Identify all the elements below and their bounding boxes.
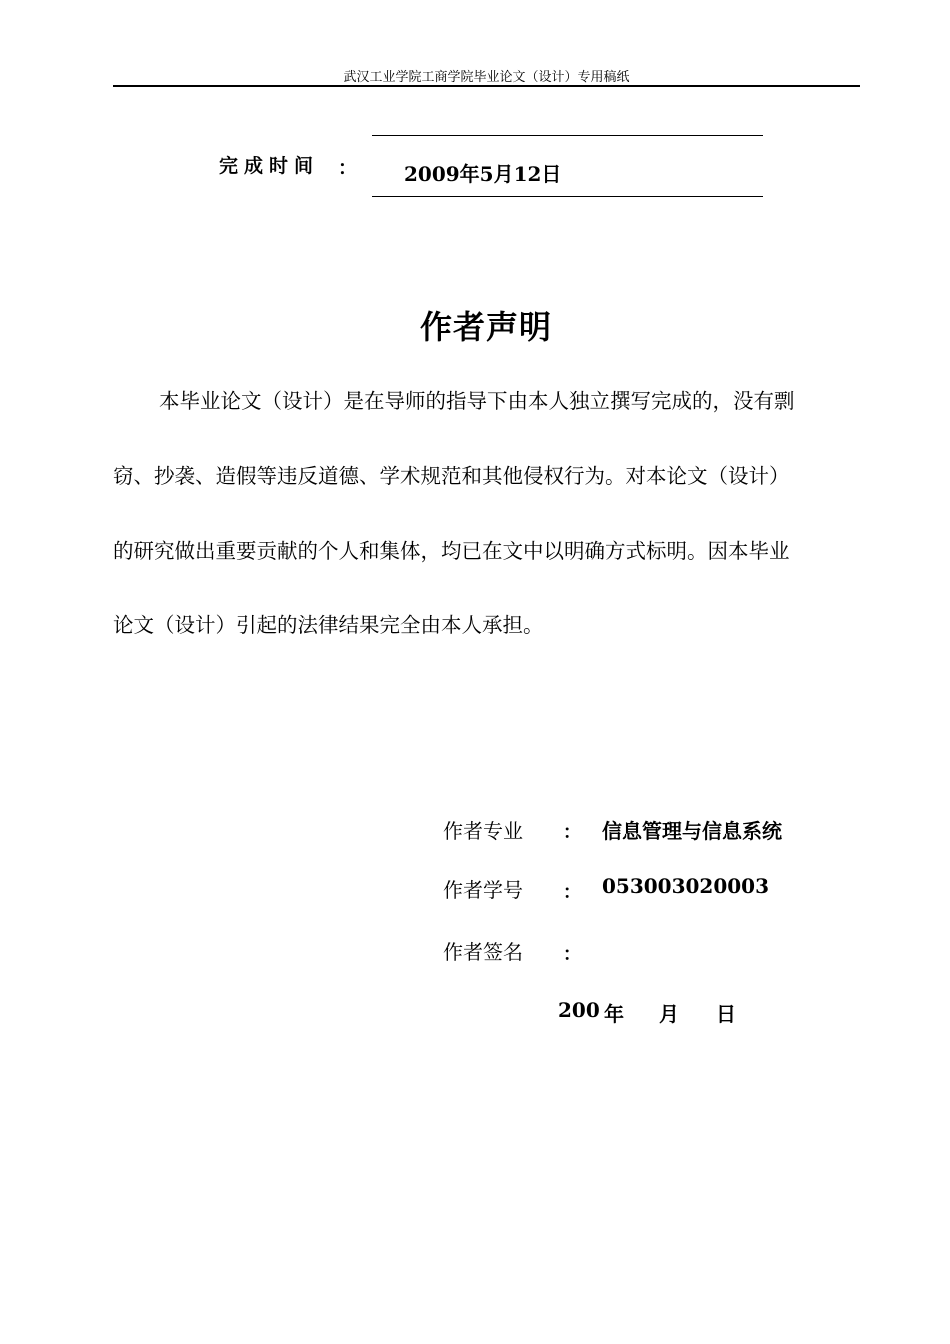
declaration-line-3: 的研究做出重要贡献的个人和集体，均已在文中以明确方式标明。因本毕业 [113,539,790,563]
header-title: 武汉工业学院工商学院毕业论文（设计）专用稿纸 [343,70,630,85]
signature-colon: ： [563,944,581,965]
completion-time-colon: ： [338,157,358,179]
completion-time-label: 完成时间 [219,155,320,177]
signature-date-year-unit: 年 [604,1002,624,1026]
signature-date-month-unit: 月 [659,1002,679,1026]
completion-time-value: 2009年5月12日 [404,162,562,186]
major-colon: ： [563,822,581,843]
signature-label: 作者签名 [443,940,523,964]
major-label: 作者专业 [443,819,523,843]
declaration-title: 作者声明 [419,308,552,346]
date-rule-top [372,135,763,136]
signature-date-year: 200 [558,998,600,1022]
header-rule [113,85,860,87]
declaration-line-1: 本毕业论文（设计）是在导师的指导下由本人独立撰写完成的，没有剽 [159,389,795,413]
major-value: 信息管理与信息系统 [602,819,782,843]
student-id-colon: ： [563,882,581,903]
student-id-value: 053003020003 [602,874,769,898]
student-id-label: 作者学号 [443,878,523,902]
signature-date-day-unit: 日 [716,1002,736,1026]
declaration-line-4: 论文（设计）引起的法律结果完全由本人承担。 [113,613,544,637]
declaration-line-2: 窃、抄袭、造假等违反道德、学术规范和其他侵权行为。对本论文（设计） [113,464,790,488]
date-rule-bottom [372,196,763,197]
